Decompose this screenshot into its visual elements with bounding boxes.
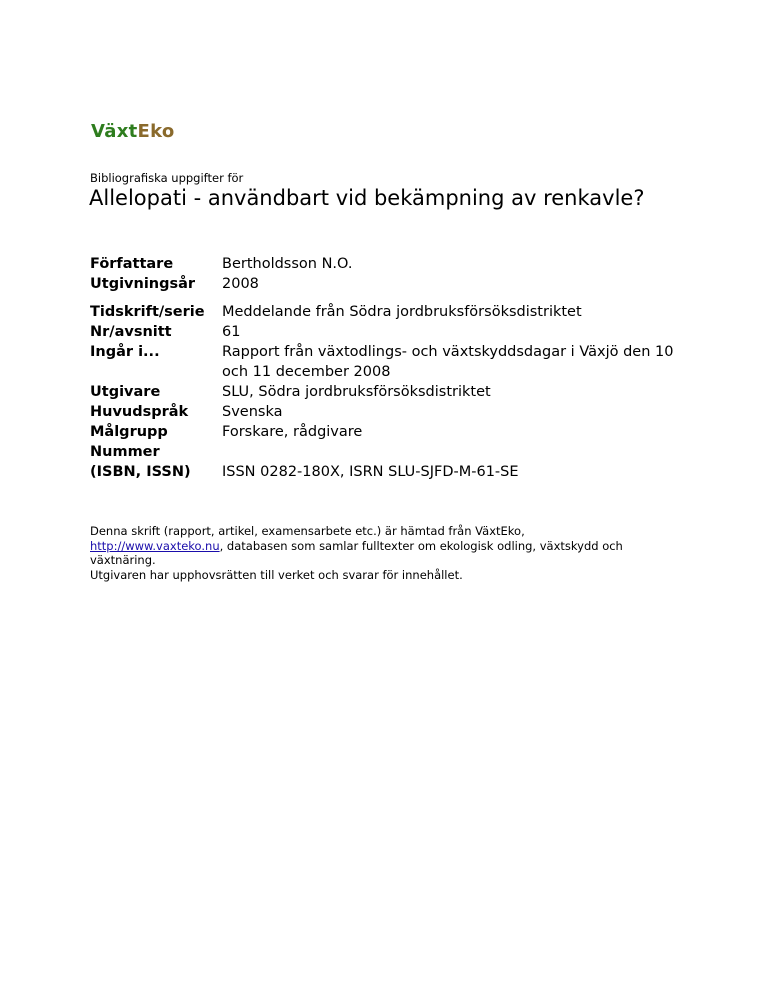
bibliographic-details [90,254,682,482]
label-journal: Tidskrift/serie [90,304,205,320]
row-isbn [90,442,682,482]
value-language: Svenska [222,404,283,420]
page-title: Allelopati - användbart vid bekämpning av renkavle? [89,186,645,210]
value-audience: Forskare, rådgivare [222,424,363,440]
footer-note [90,524,680,582]
label-isbn-line2: (ISBN, ISSN) [90,464,191,480]
row-publisher [90,382,682,402]
value-publisher: SLU, Södra jordbruksförsöksdistriktet [222,384,491,400]
row-number [90,322,682,342]
footer-line3: Utgivaren har upphovsrätten till verket och svarar för innehållet. [90,567,463,582]
label-isbn [90,442,222,482]
row-part-of [90,342,682,382]
label-isbn-line1: Nummer [90,444,160,460]
subtitle: Bibliografiska uppgifter för [90,171,244,185]
footer-line2: , databasen som samlar fulltexter om ekologisk odling, växtskydd och växtnäring. [90,538,623,567]
label-year: Utgivningsår [90,276,196,292]
label-language: Huvudspråk [90,404,189,420]
footer-line1: Denna skrift (rapport, artikel, examensarbete etc.) är hämtad från VäxtEko, [90,524,525,538]
value-year: 2008 [222,276,259,292]
label-publisher: Utgivare [90,384,161,400]
label-part-of: Ingår i... [90,344,160,360]
label-author: Författare [90,256,174,272]
value-journal: Meddelande från Södra jordbruksförsöksdistriktet [222,304,582,320]
value-part-of: Rapport från växtodlings- och växtskyddsdagar i Växjö den 10 och 11 december 2008 [222,344,674,380]
value-isbn: ISSN 0282-180X, ISRN SLU-SJFD-M-61-SE [222,464,519,480]
label-number: Nr/avsnitt [90,324,172,340]
vaxteko-logo [91,121,175,143]
label-audience: Målgrupp [90,424,168,440]
value-author: Bertholdsson N.O. [222,256,353,272]
vaxteko-link[interactable]: http://www.vaxteko.nu [90,538,220,553]
row-journal [90,302,682,322]
value-number: 61 [222,324,241,340]
row-year [90,274,682,294]
logo-part-vaxt: Växt [91,121,138,142]
logo-part-eko: Eko [137,121,175,142]
row-audience [90,422,682,442]
spacer [90,294,682,302]
row-language [90,402,682,422]
row-author [90,254,682,274]
